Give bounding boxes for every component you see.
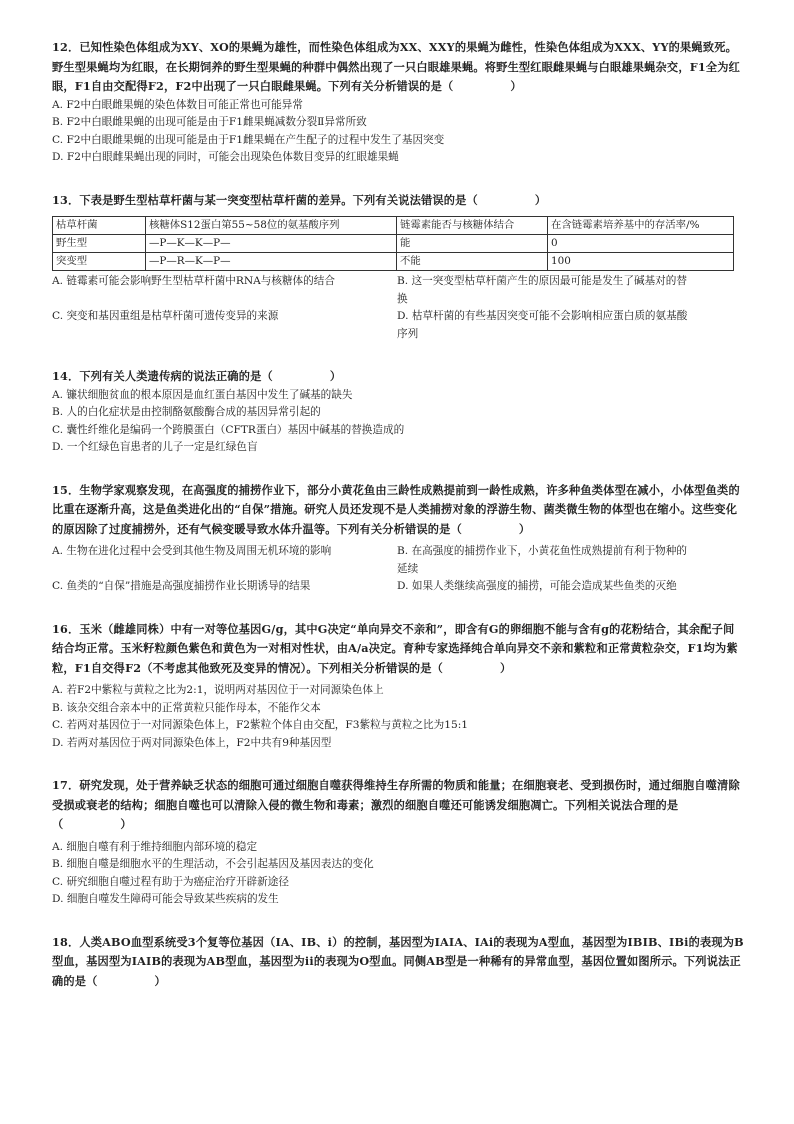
table-cell: 能 <box>397 235 548 253</box>
option-d[interactable]: D. F2中白眼雌果蝇出现的同时，可能会出现染色体数目变异的红眼雄果蝇 <box>52 151 399 163</box>
option-c[interactable]: C. 囊性纤维化是编码一个跨膜蛋白（CFTR蛋白）基因中碱基的替换造成的 <box>52 423 405 436</box>
option-c[interactable]: C. 鱼类的“自保”措施是高强度捕捞作业长期诱导的结果 <box>52 580 311 592</box>
table-cell: 突变型 <box>53 253 146 271</box>
option-d[interactable]: D. 若两对基因位于两对同源染色体上，F2中共有9种基因型 <box>52 736 332 749</box>
question-stem: 13．下表是野生型枯草杆菌与某一突变型枯草杆菌的差异。下列有关说法错误的是（ ） <box>52 192 547 207</box>
option-b[interactable]: B. 在高强度的捕捞作业下，小黄花鱼性成熟提前有利于物种的延续 <box>397 545 687 575</box>
comparison-table <box>52 216 734 271</box>
option-d[interactable]: D. 如果人类继续高强度的捕捞，可能会造成某些鱼类的灭绝 <box>397 580 677 592</box>
question-14 <box>52 367 744 457</box>
option-c[interactable]: C. 突变和基因重组是枯草杆菌可遗传变异的来源 <box>52 310 279 322</box>
table-row <box>53 253 734 271</box>
table-header-cell: 链霉素能否与核糖体结合 <box>397 217 548 235</box>
option-a[interactable]: A. 细胞自噬有利于维持细胞内部环境的稳定 <box>52 840 258 853</box>
option-b[interactable]: B. 该杂交组合亲本中的正常黄粒只能作母本，不能作父本 <box>52 701 321 714</box>
exam-page <box>52 38 744 1015</box>
table-cell: 野生型 <box>53 235 146 253</box>
option-b[interactable]: B. 这一突变型枯草杆菌产生的原因最可能是发生了碱基对的替换 <box>397 275 687 305</box>
table-header-cell: 核糖体S12蛋白第55~58位的氨基酸序列 <box>146 217 397 235</box>
table-header-row <box>53 217 734 235</box>
option-a[interactable]: A. 生物在进化过程中会受到其他生物及周围无机环境的影响 <box>52 545 332 557</box>
question-12 <box>52 38 744 167</box>
question-16 <box>52 620 744 753</box>
question-17 <box>52 776 744 909</box>
table-cell: 100 <box>548 253 734 271</box>
question-stem: 15．生物学家观察发现，在高强度的捕捞作业下，部分小黄花鱼由三龄性成熟提前到一龄性成熟，许多种鱼类体型在减小，小体型鱼类的比重在逐渐升高，这是鱼类进化出的“自保”措施。研究人员还发现不是人类捕捞对象的浮游生物、菌类微生物的体型也在缩小。这些变化的原因除了过度捕捞外，还有气候变暖导致水体升温等。下列有关分析错误的是（ ） <box>52 482 740 536</box>
question-stem: 18．人类ABO血型系统受3个复等位基因（IA、IB、i）的控制，基因型为IAIA、IAi的表现为A型血，基因型为IBIB、IBi的表现为B型血，基因型为IAIB的表现为AB型血，基因型为ii的表现为O型血。同侧AB型是一种稀有的异常血型，基因位置如图所示。下列说法正确的是（ ） <box>52 934 744 988</box>
table-row <box>53 235 734 253</box>
option-b[interactable]: B. F2中白眼雌果蝇的出现可能是由于F1雌果蝇减数分裂Ⅱ异常所致 <box>52 116 367 128</box>
question-stem: 16．玉米（雌雄同株）中有一对等位基因G/g，其中G决定“单向异交不亲和”，即含有G的卵细胞不能与含有g的花粉结合，其余配子间结合均正常。玉米籽粒颜色紫色和黄色为一对相对性状，由A/a决定。育种专家选择纯合单向异交不亲和紫粒和正常黄粒杂交，F1均为紫粒，F1自交得F2（不考虑其他致死及变异的情况）。下列相关分析错误的是（ ） <box>52 621 738 675</box>
table-cell: —P—K—K—P— <box>146 235 397 253</box>
question-stem: 17．研究发现，处于营养缺乏状态的细胞可通过细胞自噬获得维持生存所需的物质和能量；在细胞衰老、受到损伤时，通过细胞自噬清除受损或衰老的结构；细胞自噬也可以清除入侵的微生物和毒素；激烈的细胞自噬还可能诱发细胞凋亡。下列相关说法合理的是（ ） <box>52 778 740 831</box>
option-c[interactable]: C. F2中白眼雌果蝇的出现可能是由于F1雌果蝇在产生配子的过程中发生了基因突变 <box>52 133 445 146</box>
options-grid <box>52 543 744 596</box>
table-header-cell: 枯草杆菌 <box>53 217 146 235</box>
question-15 <box>52 481 744 596</box>
option-a[interactable]: A. 链霉素可能会影响野生型枯草杆菌中RNA与核糖体的结合 <box>52 275 335 287</box>
question-13 <box>52 191 744 344</box>
option-b[interactable]: B. 细胞自噬是细胞水平的生理活动，不会引起基因及基因表达的变化 <box>52 858 374 870</box>
question-stem: 14．下列有关人类遗传病的说法正确的是（ ） <box>52 369 342 383</box>
table-cell: —P—R—K—P— <box>146 253 397 271</box>
option-a[interactable]: A. F2中白眼雌果蝇的染色体数目可能正常也可能异常 <box>52 98 303 111</box>
option-c[interactable]: C. 若两对基因位于一对同源染色体上，F2紫粒个体自由交配，F3紫粒与黄粒之比为15:1 <box>52 719 469 731</box>
question-stem: 12．已知性染色体组成为XY、XO的果蝇为雄性，而性染色体组成为XX、XXY的果蝇为雌性，性染色体组成为XXX、YY的果蝇致死。野生型果蝇均为红眼，在长期饲养的野生型果蝇的种群中偶然出现了一只白眼雄果蝇。将野生型红眼雌果蝇与白眼雄果蝇杂交，F1全为红眼，F1自由交配得F2，F2中出现了一只白眼雌果蝇。下列有关分析错误的是（ ） <box>52 40 740 93</box>
option-a[interactable]: A. 若F2中紫粒与黄粒之比为2:1，说明两对基因位于一对同源染色体上 <box>52 684 384 696</box>
table-cell: 不能 <box>397 253 548 271</box>
option-b[interactable]: B. 人的白化症状是由控制酪氨酸酶合成的基因异常引起的 <box>52 406 321 418</box>
option-d[interactable]: D. 一个红绿色盲患者的儿子一定是红绿色盲 <box>52 441 258 453</box>
table-cell: 0 <box>548 235 734 253</box>
option-d[interactable]: D. 细胞自噬发生障碍可能会导致某些疾病的发生 <box>52 893 279 905</box>
option-a[interactable]: A. 镰状细胞贫血的根本原因是血红蛋白基因中发生了碱基的缺失 <box>52 388 353 401</box>
option-d[interactable]: D. 枯草杆菌的有些基因突变可能不会影响相应蛋白质的氨基酸序列 <box>397 310 688 340</box>
options-grid <box>52 273 744 343</box>
table-header-cell: 在含链霉素培养基中的存活率/% <box>548 217 734 235</box>
question-18 <box>52 933 744 992</box>
option-c[interactable]: C. 研究细胞自噬过程有助于为癌症治疗开辟新途径 <box>52 875 289 888</box>
